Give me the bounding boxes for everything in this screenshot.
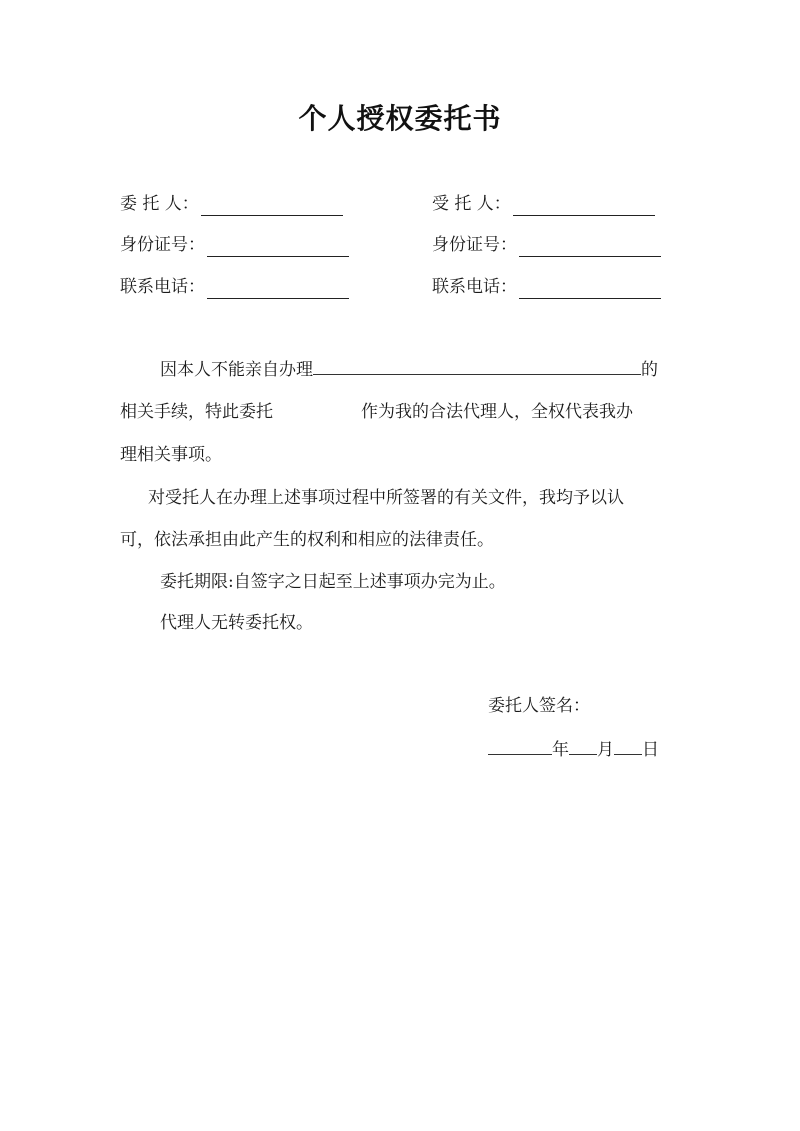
principal-phone-field xyxy=(120,275,349,299)
agent-name-blank[interactable] xyxy=(513,197,655,216)
principal-phone-label: 联系电话： xyxy=(120,277,205,297)
month-blank[interactable] xyxy=(569,736,597,755)
agent-id-field xyxy=(432,233,661,257)
validity-period-text: 委托期限:自签字之日起至上述事项办完为止。 xyxy=(160,572,506,592)
agent-phone-field xyxy=(432,275,661,299)
no-subdelegation-text: 代理人无转委托权。 xyxy=(160,613,313,633)
month-label: 月 xyxy=(597,740,614,760)
matter-blank[interactable] xyxy=(313,356,641,375)
principal-name-blank[interactable] xyxy=(201,197,343,216)
principal-name-field xyxy=(120,192,343,216)
document-title: 个人授权委托书 xyxy=(298,102,502,135)
agent-phone-label: 联系电话： xyxy=(432,277,517,297)
principal-id-blank[interactable] xyxy=(207,238,349,257)
agent-name-label: 受 托 人： xyxy=(432,194,511,214)
agent-id-label: 身份证号： xyxy=(432,235,517,255)
agent-id-blank[interactable] xyxy=(519,238,661,257)
body-paragraph-2: 相关手续，特此委托 作为我的合法代理人，全权代表我办 xyxy=(120,402,633,422)
year-blank[interactable] xyxy=(488,736,552,755)
agent-name-field xyxy=(432,192,655,216)
body-paragraph-1: 因本人不能亲自办理 的 xyxy=(160,356,658,382)
principal-id-label: 身份证号： xyxy=(120,235,205,255)
signature-label: 委托人签名： xyxy=(488,696,590,716)
body-paragraph-4-line-2: 可，依法承担由此产生的权利和相应的法律责任。 xyxy=(120,530,494,550)
year-label: 年 xyxy=(552,740,569,760)
signature-date xyxy=(488,736,659,762)
principal-phone-blank[interactable] xyxy=(207,280,349,299)
day-label: 日 xyxy=(642,740,659,760)
principal-name-label: 委 托 人： xyxy=(120,194,199,214)
body-paragraph-4-line-1: 对受托人在办理上述事项过程中所签署的有关文件，我均予以认 xyxy=(148,488,624,508)
agent-phone-blank[interactable] xyxy=(519,280,661,299)
principal-id-field xyxy=(120,233,349,257)
day-blank[interactable] xyxy=(614,736,642,755)
body-paragraph-3: 理相关事项。 xyxy=(120,445,222,465)
